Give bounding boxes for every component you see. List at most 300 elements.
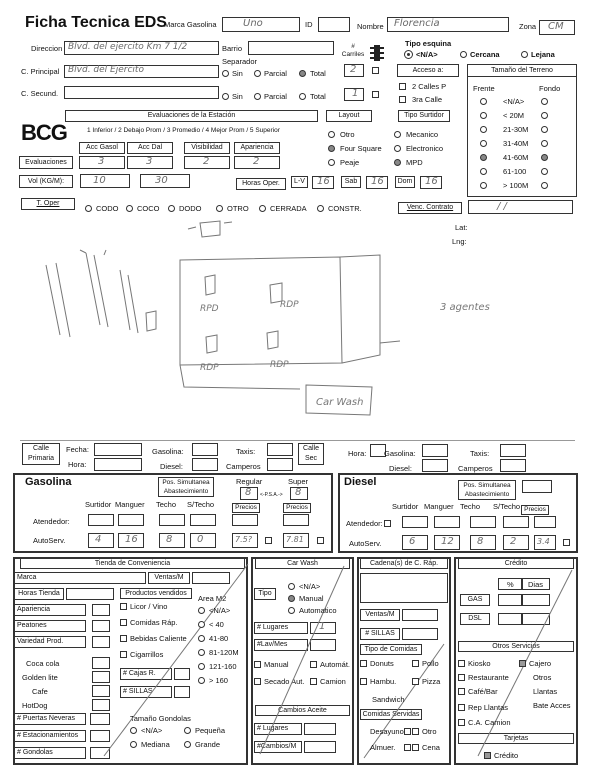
site-sketch: [20, 215, 540, 430]
dsl-auto-value-1: 12: [441, 536, 454, 547]
hora-label-2: Hora:: [348, 449, 367, 458]
carwash-tipo-label: Tipo: [254, 588, 276, 600]
eval-field-2[interactable]: [184, 156, 230, 169]
horas-dom-label: Dom: [395, 176, 415, 188]
cprincipal-label: C. Principal: [21, 67, 60, 76]
fecha-field-1[interactable]: [94, 443, 142, 456]
cadena-check-2[interactable]: [360, 678, 367, 685]
cadena-serv-check-1[interactable]: [412, 728, 419, 735]
cambios-lugares-label: # Lugares: [254, 723, 302, 735]
vol-field-2[interactable]: [140, 174, 190, 188]
fecha-label-1: Fecha:: [66, 445, 89, 454]
terreno-opt-label-0: <N/A>: [503, 97, 525, 106]
direccion-label: Direccion: [31, 44, 63, 53]
cadena-name-field[interactable]: [360, 573, 448, 603]
cadena-opt-2: Hambu.: [370, 677, 397, 686]
gas-auto-cell-2[interactable]: [159, 533, 185, 548]
terreno-frente-radio-6[interactable]: [480, 182, 487, 189]
tienda-side-field-1[interactable]: [92, 671, 110, 683]
super-pos-value: 8: [295, 487, 302, 498]
separador-label: Separador: [222, 57, 258, 66]
gas-precio-atend-1[interactable]: [232, 514, 258, 526]
gond-opt-0: <N/A>: [141, 726, 163, 735]
dsl-atend-cell-2[interactable]: [470, 516, 496, 528]
gond-radio-1[interactable]: [184, 727, 191, 734]
serv-opt-7: Bate Acces: [533, 701, 571, 710]
productos-label: Productos vendidos: [120, 588, 192, 599]
terreno-fondo-label: Fondo: [539, 84, 561, 93]
layout-label: Layout: [326, 110, 372, 122]
esquina-lejana-radio[interactable]: [521, 51, 528, 58]
cadena-serv-check-0[interactable]: [404, 728, 411, 735]
esquina-na-radio[interactable]: [405, 51, 412, 58]
dsl-auto-cell-0[interactable]: [402, 535, 428, 550]
area-label: Area M2: [198, 594, 227, 603]
csecund-field[interactable]: [64, 86, 219, 99]
cadena-check-3[interactable]: [412, 678, 419, 685]
prod-check-3[interactable]: [120, 651, 127, 658]
taxis-field-1[interactable]: [267, 443, 293, 456]
diesel-field-2[interactable]: [422, 459, 448, 472]
cprincipal-sin-label: Sin: [232, 69, 243, 78]
gond-opt-2: Mediana: [141, 740, 170, 749]
tienda-side-field-2[interactable]: [92, 685, 110, 697]
layout-radio-0[interactable]: [328, 131, 335, 138]
taxis-label-1: Taxis:: [236, 447, 256, 456]
carwash-camion-label: Camion: [320, 677, 346, 686]
gas-auto-cell-1[interactable]: [118, 533, 144, 548]
gasolina-precios-2: Precios: [283, 503, 311, 513]
diesel-autoserv-label: AutoServ.: [349, 539, 382, 548]
dsl-precio-auto[interactable]: [534, 535, 556, 550]
sketch-label-5: Car Wash: [316, 397, 364, 408]
carwash-lugares-value: 1: [319, 621, 326, 632]
zona-label: Zona: [519, 22, 537, 31]
gas-auto-cell-3[interactable]: [190, 533, 216, 548]
area-radio-0[interactable]: [198, 607, 205, 614]
area-opt-1: < 40: [209, 620, 224, 629]
super-label: Super: [288, 477, 309, 486]
vol-value-2: 30: [155, 175, 168, 186]
gond-radio-0[interactable]: [130, 727, 137, 734]
cadena-serv-check-3[interactable]: [412, 744, 419, 751]
evaluaciones-title: Evaluaciones de la Estación: [65, 110, 318, 122]
estacion-label: # Estacionamientos: [14, 730, 86, 742]
gas-precio-atend-2[interactable]: [283, 514, 309, 526]
gas-auto-value-2: 8: [166, 534, 173, 545]
regular-pos-field[interactable]: [240, 487, 258, 500]
diesel-precios: Precios: [521, 505, 549, 515]
form-title: Ficha Tecnica EDS: [25, 14, 167, 31]
camperos-label-1: Camperos: [226, 462, 261, 471]
sketch-label-4: RDP: [270, 360, 289, 370]
layout-radio-1[interactable]: [328, 145, 335, 152]
toper-opt-3: OTRO: [227, 204, 249, 213]
cadena-check-1[interactable]: [412, 660, 419, 667]
taxis-label-2: Taxis:: [470, 449, 490, 458]
area-radio-1[interactable]: [198, 621, 205, 628]
gondolas-label: # Gondolas: [14, 747, 86, 759]
cprincipal-value: Blvd. del Ejercito: [68, 65, 144, 75]
hora-field-1[interactable]: [94, 458, 142, 471]
dsl-col-1: Manguer: [424, 502, 454, 511]
cajas-label: # Cajas R.: [120, 668, 172, 680]
tienda-marca[interactable]: Marca: [14, 572, 146, 584]
credito-title: Crédito: [458, 558, 574, 569]
diesel-title: Diesel: [344, 476, 377, 488]
gas-atend-cell-3[interactable]: [190, 514, 216, 526]
area-opt-4: 121-160: [209, 662, 237, 671]
cprincipal-sin-radio[interactable]: [222, 70, 229, 77]
lng-label: Lng:: [452, 237, 467, 246]
cprincipal-total-label: Total: [310, 69, 326, 78]
horas-sab-field[interactable]: [366, 176, 388, 189]
cprincipal-parcial-radio[interactable]: [254, 70, 261, 77]
serv-check-2[interactable]: [458, 674, 465, 681]
area-radio-5[interactable]: [198, 677, 205, 684]
psa-label: <-P.S.A.->: [260, 492, 283, 498]
tienda-title: Tienda de Conveniencia: [20, 558, 245, 569]
cadena-opt-0: Donuts: [370, 659, 394, 668]
otros-servicios-title: Otros Servicios: [458, 641, 574, 652]
terreno-fondo-radio-1[interactable]: [541, 112, 548, 119]
terreno-opt-label-3: 31-40M: [503, 139, 529, 148]
cw-radio-1[interactable]: [288, 595, 295, 602]
layout-radio-2[interactable]: [328, 159, 335, 166]
camperos-field-1[interactable]: [267, 458, 293, 471]
eval-field-1[interactable]: [127, 156, 173, 169]
serv-opt-0: Kiosko: [468, 659, 491, 668]
tarjetas-title: Tarjetas: [458, 733, 574, 744]
serv-check-0[interactable]: [458, 660, 465, 667]
diesel-pos-field[interactable]: [522, 480, 552, 493]
nombre-value: Florencia: [394, 18, 440, 29]
area-opt-2: 41-80: [209, 634, 229, 643]
esquina-cercana-label: Cercana: [470, 50, 500, 59]
esquina-lejana-label: Lejana: [531, 50, 555, 59]
gasolina-atendedor-label: Atendedor:: [33, 517, 70, 526]
gond-opt-3: Grande: [195, 740, 221, 749]
csecund-parcial-label: Parcial: [264, 92, 287, 101]
tienda-side-label-0: Coca cola: [26, 659, 60, 668]
gasolina-field-2[interactable]: [422, 444, 448, 457]
surtidor-opt-0: Mecanico: [406, 130, 439, 139]
regular-label: Regular: [236, 477, 263, 486]
id-field[interactable]: [318, 17, 350, 32]
gas-precio-value-0: 7.5?: [235, 535, 252, 544]
serv-opt-3: Otros: [533, 673, 552, 682]
acceso-3ra-label: 3ra Calle: [412, 95, 443, 104]
gas-col-1: Manguer: [115, 500, 145, 509]
eval-header-1: Acc Dal: [127, 142, 173, 154]
tienda-strike-mark: [100, 560, 250, 760]
terreno-fondo-radio-3[interactable]: [541, 140, 548, 147]
divider-calles: [20, 440, 575, 441]
serv-check-6[interactable]: [458, 704, 465, 711]
tienda-side-field-0[interactable]: [92, 657, 110, 669]
terreno-fondo-radio-4[interactable]: [541, 154, 548, 161]
cadena-check-0[interactable]: [360, 660, 367, 667]
area-radio-4[interactable]: [198, 663, 205, 670]
id-label: ID: [305, 20, 313, 29]
cadena-ventas-label: Ventas/M: [360, 609, 400, 621]
dsl-auto-value-0: 6: [409, 536, 416, 547]
cadena-sillas-field[interactable]: [402, 628, 438, 640]
toper-label: T. Oper: [21, 198, 75, 210]
cadena-tipo-label: Tipo de Comidas: [360, 644, 422, 655]
dsl-atend-cell-0[interactable]: [402, 516, 428, 528]
gond-radio-3[interactable]: [184, 741, 191, 748]
acceso-2calles-check[interactable]: [399, 83, 406, 90]
csecund-total-radio[interactable]: [299, 93, 306, 100]
prod-label-2: Bebidas Caliente: [130, 634, 187, 643]
nombre-field[interactable]: [387, 17, 509, 32]
acceso-3ra-check[interactable]: [399, 96, 406, 103]
horas-label: Horas Oper.: [236, 178, 286, 190]
gond-radio-2[interactable]: [130, 741, 137, 748]
dsl-col-3: S/Techo: [493, 502, 521, 511]
cadena-title: Cadena(s) de C. Ráp.: [360, 558, 448, 569]
taxis-field-2[interactable]: [500, 444, 526, 457]
surtidor-radio-0[interactable]: [394, 131, 401, 138]
gasolina-autoserv-label: AutoServ.: [33, 536, 66, 545]
sketch-label-2: RDP: [280, 300, 299, 310]
zona-field[interactable]: [539, 20, 575, 35]
area-opt-0: <N/A>: [209, 606, 231, 615]
cw-radio-0[interactable]: [288, 583, 295, 590]
dsl-auto-cell-2[interactable]: [470, 535, 496, 550]
venc-value: / /: [497, 201, 507, 212]
horas-sab-label: Sab: [341, 176, 361, 188]
csecund-separador-check[interactable]: [372, 91, 379, 98]
dsl-atend-cell-1[interactable]: [434, 516, 460, 528]
toper-opt-0: CODO: [96, 204, 119, 213]
acceso-2calles-label: 2 Calles P: [412, 82, 447, 91]
terreno-opt-label-1: < 20M: [503, 111, 525, 120]
diesel-label-2: Diesel:: [389, 464, 412, 473]
eval-value-1: 3: [146, 156, 153, 167]
csecund-total-label: Total: [310, 92, 326, 101]
gas-atend-cell-0[interactable]: [88, 514, 114, 526]
serv-check-8[interactable]: [458, 719, 465, 726]
barrio-label: Barrio: [222, 44, 243, 53]
evaluaciones-scale: 1 Inferior / 2 Debajo Prom / 3 Promedio / 4 Mejor Prom / 5 Superior: [87, 127, 280, 134]
toper-radio-4[interactable]: [259, 205, 266, 212]
nombre-label: Nombre: [357, 22, 384, 31]
surtidor-radio-1[interactable]: [394, 145, 401, 152]
tienda-side-label-1: Golden lite: [22, 673, 58, 682]
gasolina-field-1[interactable]: [192, 443, 218, 456]
gasolina-title: Gasolina: [25, 476, 72, 488]
carwash-lugares-label: # Lugares: [254, 622, 308, 634]
serv-check-1[interactable]: [519, 660, 526, 667]
serv-opt-1: Cajero: [529, 659, 552, 668]
gas-precio-auto-1[interactable]: [232, 533, 258, 548]
prod-check-0[interactable]: [120, 603, 127, 610]
terreno-opt-label-4: 41-60M: [503, 153, 529, 162]
vol-value-1: 10: [93, 175, 106, 186]
terreno-frente-radio-1[interactable]: [480, 112, 487, 119]
terreno-frente-radio-0[interactable]: [480, 98, 487, 105]
dsl-atend-check[interactable]: [384, 520, 391, 527]
csecund-sin-radio[interactable]: [222, 93, 229, 100]
peatones-label: Peatones: [14, 620, 86, 632]
cadena-serv-opt-0: Desayuno: [370, 727, 404, 736]
terreno-frente-radio-5[interactable]: [480, 168, 487, 175]
csecund-sin-label: Sin: [232, 92, 243, 101]
camperos-label-2: Camperos: [458, 464, 493, 473]
marca-label: Marca Gasolina: [164, 20, 217, 29]
gas-precio-auto-2[interactable]: [283, 533, 309, 548]
toper-radio-0[interactable]: [85, 205, 92, 212]
serv-opt-4: Café/Bar: [468, 687, 498, 696]
cprincipal-carriles-field[interactable]: [344, 64, 364, 77]
terreno-fondo-radio-5[interactable]: [541, 168, 548, 175]
dsl-col-2: Techo: [460, 502, 481, 511]
diesel-atendedor-label: Atendedor:: [346, 519, 383, 528]
terreno-fondo-radio-2[interactable]: [541, 126, 548, 133]
diesel-label-1: Diesel:: [160, 462, 183, 471]
cadena-sillas-label: # SILLAS: [360, 628, 400, 640]
eval-field-0[interactable]: [79, 156, 125, 169]
toper-radio-3[interactable]: [216, 205, 223, 212]
tienda-sillas-label: # SILLAS: [120, 686, 172, 698]
surtidor-label: Tipo Surtidor: [398, 110, 450, 122]
terreno-fondo-radio-0[interactable]: [541, 98, 548, 105]
tienda-side-field-3[interactable]: [92, 699, 110, 711]
eval-header-2: Visibilidad: [184, 142, 230, 154]
marca-value: Uno: [243, 18, 263, 29]
gas-auto-value-1: 16: [125, 534, 138, 545]
cadena-serv-opt-2: Almuer.: [370, 743, 396, 752]
cprincipal-field[interactable]: [64, 65, 219, 78]
layout-opt-0: Otro: [340, 130, 355, 139]
eval-header-3: Apariencia: [234, 142, 280, 154]
layout-opt-2: Peaje: [340, 158, 360, 167]
calle-primaria-label: Calle Primaria: [22, 443, 60, 465]
cadena-serv-check-2[interactable]: [404, 744, 411, 751]
dsl-atend-cell-3[interactable]: [503, 516, 529, 528]
cadena-ventas-field[interactable]: [402, 609, 438, 621]
lat-label: Lat:: [455, 223, 468, 232]
gas-atend-cell-1[interactable]: [118, 514, 144, 526]
gas-precio-check-2[interactable]: [317, 537, 324, 544]
dsl-precio-check[interactable]: [563, 539, 570, 546]
dsl-precio-atend[interactable]: [534, 516, 556, 528]
area-radio-2[interactable]: [198, 635, 205, 642]
csecund-parcial-radio[interactable]: [254, 93, 261, 100]
gas-auto-value-0: 4: [95, 534, 102, 545]
terreno-fondo-radio-6[interactable]: [541, 182, 548, 189]
gas-atend-cell-2[interactable]: [159, 514, 185, 526]
terreno-frente-label: Frente: [473, 84, 495, 93]
gas-auto-value-3: 0: [197, 534, 204, 545]
serv-opt-5: Llantas: [533, 687, 558, 696]
gas-col-2: Techo: [156, 500, 177, 509]
prod-label-1: Comidas Ráp.: [130, 618, 178, 627]
carriles-label: # Carriles: [341, 43, 365, 58]
barrio-field[interactable]: [248, 41, 334, 55]
prod-check-1[interactable]: [120, 619, 127, 626]
cadena-opt-1: Pollo: [422, 659, 439, 668]
tienda-horas-label: Horas Tienda: [14, 588, 64, 600]
gas-precio-check-1[interactable]: [265, 537, 272, 544]
cprincipal-separador-check[interactable]: [372, 67, 379, 74]
serv-check-4[interactable]: [458, 688, 465, 695]
horas-lv-label: L-V: [291, 176, 308, 188]
diesel-field-1[interactable]: [192, 458, 218, 471]
horas-lv-field[interactable]: [312, 176, 334, 189]
gasolina-pos-sim-label: Pos. Simultanea Abastecimiento: [158, 477, 214, 497]
toper-opt-1: COCO: [137, 204, 160, 213]
dsl-auto-cell-3[interactable]: [503, 535, 529, 550]
dsl-auto-cell-1[interactable]: [434, 535, 460, 550]
tarjetas-credito-label: Crédito: [494, 751, 519, 760]
terreno-frente-radio-4[interactable]: [480, 154, 487, 161]
calle-sec-label: Calle Sec: [298, 443, 324, 465]
super-pos-field[interactable]: [290, 487, 308, 500]
cadena-serv-opt-3: Cena: [422, 743, 440, 752]
toper-radio-1[interactable]: [126, 205, 133, 212]
gasolina-label-1: Gasolina:: [152, 447, 184, 456]
surtidor-radio-2[interactable]: [394, 159, 401, 166]
direccion-field[interactable]: [64, 41, 219, 55]
terreno-opt-label-2: 21-30M: [503, 125, 529, 134]
cprincipal-parcial-label: Parcial: [264, 69, 287, 78]
gas-auto-cell-0[interactable]: [88, 533, 114, 548]
csecund-label: C. Secund.: [21, 89, 59, 98]
cambiosm-label: #Cambios/M: [254, 741, 302, 753]
serv-opt-2: Restaurante: [468, 673, 509, 682]
surtidor-opt-2: MPD: [406, 158, 423, 167]
toper-radio-5[interactable]: [317, 205, 324, 212]
prod-check-2[interactable]: [120, 635, 127, 642]
tipo-esquina-label: Tipo esquina: [405, 39, 452, 48]
hora-label-1: Hora:: [68, 460, 87, 469]
venc-field[interactable]: [468, 200, 573, 214]
camperos-field-2[interactable]: [500, 459, 526, 472]
toper-radio-2[interactable]: [168, 205, 175, 212]
cw-radio-2[interactable]: [288, 607, 295, 614]
cprincipal-carriles-value: 2: [350, 64, 357, 75]
area-radio-3[interactable]: [198, 649, 205, 656]
eval-field-3[interactable]: [234, 156, 280, 169]
tienda-side-label-2: Cafe: [32, 687, 48, 696]
esquina-cercana-radio[interactable]: [460, 51, 467, 58]
terreno-frente-radio-3[interactable]: [480, 140, 487, 147]
cw-opt-1: Manual: [299, 594, 324, 603]
cprincipal-total-radio[interactable]: [299, 70, 306, 77]
credito-gas-label: GAS: [460, 594, 490, 606]
dsl-auto-value-2: 8: [477, 536, 484, 547]
terreno-frente-radio-2[interactable]: [480, 126, 487, 133]
csecund-carriles-field[interactable]: [344, 88, 364, 101]
cadena-comidas-label: Comidas Servidas: [360, 709, 422, 720]
traffic-light-icon: [370, 44, 384, 62]
cambios-title: Cambios Aceite: [255, 705, 350, 716]
terreno-title: Tamaño del Terreno: [467, 64, 577, 77]
prod-label-0: Licor / Vino: [130, 602, 168, 611]
horas-dom-field[interactable]: [420, 176, 442, 189]
cw-opt-2: Automatico: [299, 606, 337, 615]
gas-col-3: S/Techo: [187, 500, 215, 509]
eval-header-0: Acc Gasol: [79, 142, 125, 154]
dsl-precio-value: 3.4: [537, 537, 550, 546]
gas-precio-value-1: 7.81: [286, 535, 304, 544]
marca-field[interactable]: [222, 17, 300, 32]
vol-field-1[interactable]: [80, 174, 130, 188]
cw-opt-0: <N/A>: [299, 582, 321, 591]
